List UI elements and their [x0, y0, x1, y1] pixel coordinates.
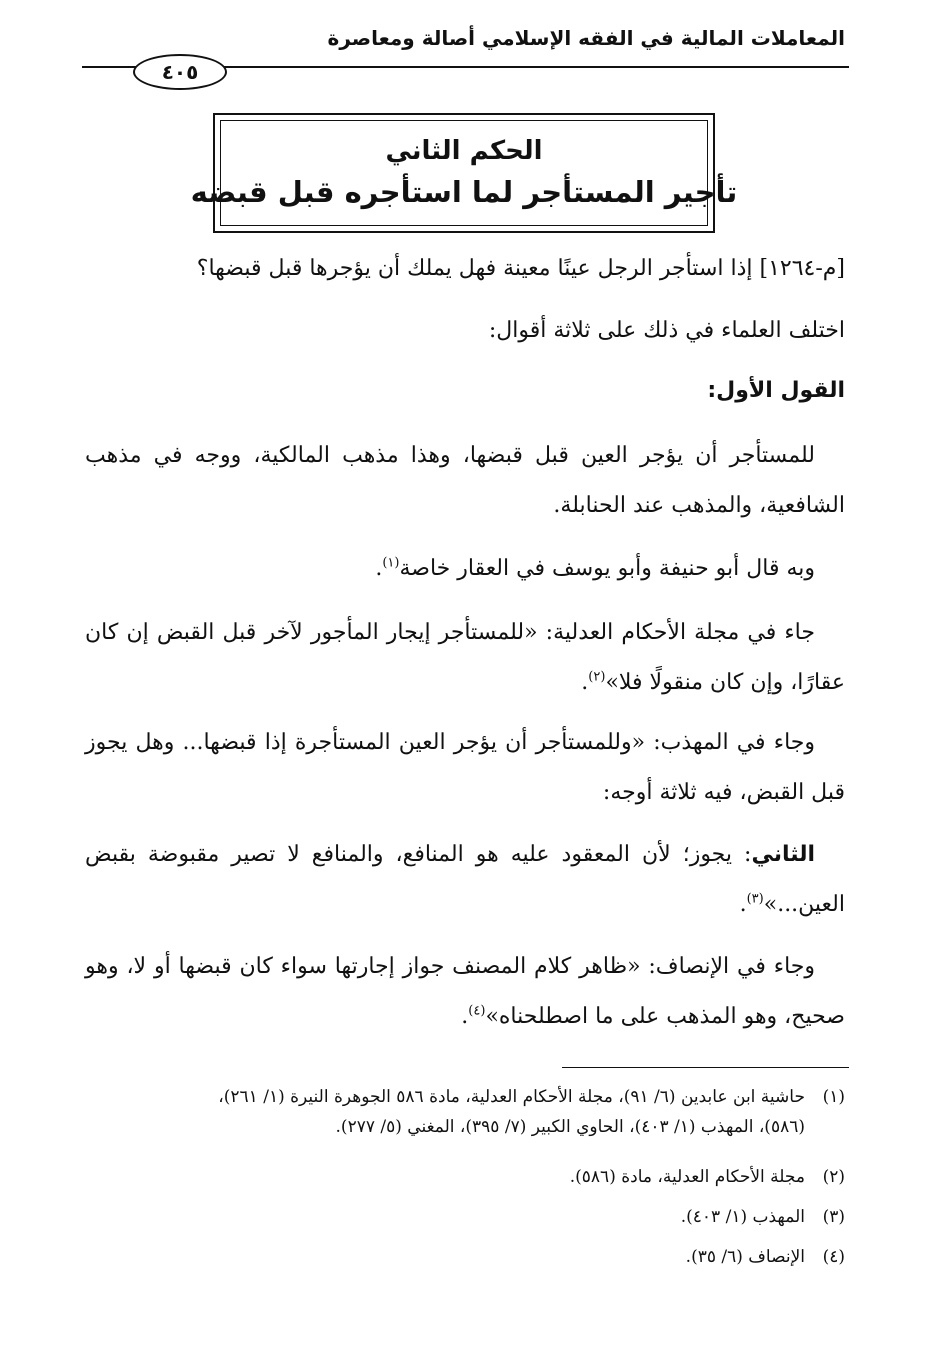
footnote-4: [80, 1242, 845, 1272]
paragraph-opinions-intro: اختلف العلماء في ذلك على ثلاثة أقوال:: [488, 318, 845, 343]
footnote-1-line1: حاشية ابن عابدين (٦/ ٩١)، مجلة الأحكام العدلية، مادة ٥٨٦ الجوهرة النيرة (١/ ٢٦١)،: [218, 1087, 805, 1107]
majalla-quote-period: .: [581, 670, 589, 695]
paragraph-first-opinion: للمستأجر أن يؤجر العين قبل قبضها، وهذا مذهب المالكية، ووجه في مذهب الشافعية، والمذهب عند الحنابلة.: [85, 443, 845, 518]
footnote-ref-1: (١): [382, 555, 400, 571]
section-title-ruling: الحكم الثاني: [385, 136, 543, 167]
paragraph-abu-hanifa: [85, 544, 845, 594]
footnote-3-number: (٣): [822, 1207, 845, 1227]
footnote-separator: [562, 1067, 849, 1068]
footnote-3-text: المهذب (١/ ٤٠٣).: [680, 1207, 805, 1227]
footnote-4-number: (٤): [822, 1247, 845, 1267]
majalla-quote-text: جاء في مجلة الأحكام العدلية: «للمستأجر إيجار المأجور لآخر قبل القبض إن كان عقارًا، وإن كان منقولًا فلا»: [85, 620, 845, 695]
paragraph-majalla-quote: [85, 608, 845, 708]
paragraph-second-view: [85, 830, 845, 930]
footnote-1-line2: (٥٨٦)، المهذب (١/ ٤٠٣)، الحاوي الكبير (٧/ ٣٩٥)، المغني (٥/ ٢٧٧).: [335, 1117, 805, 1137]
page-number: ٤٠٥: [133, 54, 227, 90]
footnote-ref-3: (٣): [746, 891, 764, 907]
running-title: المعاملات المالية في الفقه الإسلامي أصالة ومعاصرة: [327, 26, 845, 50]
section-title-subject: تأجير المستأجر لما استأجره قبل قبضه: [190, 174, 738, 209]
insaf-quote-text: وجاء في الإنصاف: «ظاهر كلام المصنف جواز إجارتها سواء كان قبضها أو لا، وهو صحيح، وهو المذهب على ما اصطلحناه»: [85, 954, 845, 1029]
footnote-2-number: (٢): [822, 1167, 845, 1187]
paragraph-first-opinion-heading: [85, 366, 845, 416]
footnote-1: [80, 1082, 845, 1142]
footnote-2-text: مجلة الأحكام العدلية، مادة (٥٨٦).: [569, 1167, 805, 1187]
paragraph-insaf-quote: [85, 942, 845, 1042]
footnote-ref-4: (٤): [468, 1003, 486, 1019]
second-view-text: : يجوز؛ لأن المعقود عليه هو المنافع، والمنافع لا تصير مقبوضة بقبض العين...»: [85, 842, 845, 917]
footnote-1-number: (١): [822, 1087, 845, 1107]
second-view-period: .: [739, 892, 747, 917]
paragraph-question: [م-١٢٦٤] إذا استأجر الرجل عينًا معينة فهل يملك أن يؤجرها قبل قبضها؟: [196, 256, 845, 281]
abu-hanifa-text: وبه قال أبو حنيفة وأبو يوسف في العقار خاصة: [399, 556, 815, 581]
second-view-lead: الثاني: [751, 842, 815, 867]
footnote-4-text: الإنصاف (٦/ ٣٥).: [685, 1247, 805, 1267]
abu-hanifa-period: .: [375, 556, 383, 581]
first-opinion-heading: القول الأول:: [707, 378, 845, 403]
footnote-2: [80, 1162, 845, 1192]
section-title-inner-frame: [190, 120, 738, 226]
insaf-quote-period: .: [461, 1004, 469, 1029]
paragraph-muhadhdhab-quote: وجاء في المهذب: «وللمستأجر أن يؤجر العين المستأجرة إذا قبضها... وهل يجوز قبل القبض، فيه ثلاثة أوجه:: [85, 730, 845, 805]
section-title-box: [190, 113, 738, 233]
footnote-3: [80, 1202, 845, 1232]
footnote-ref-2: (٢): [588, 669, 606, 685]
